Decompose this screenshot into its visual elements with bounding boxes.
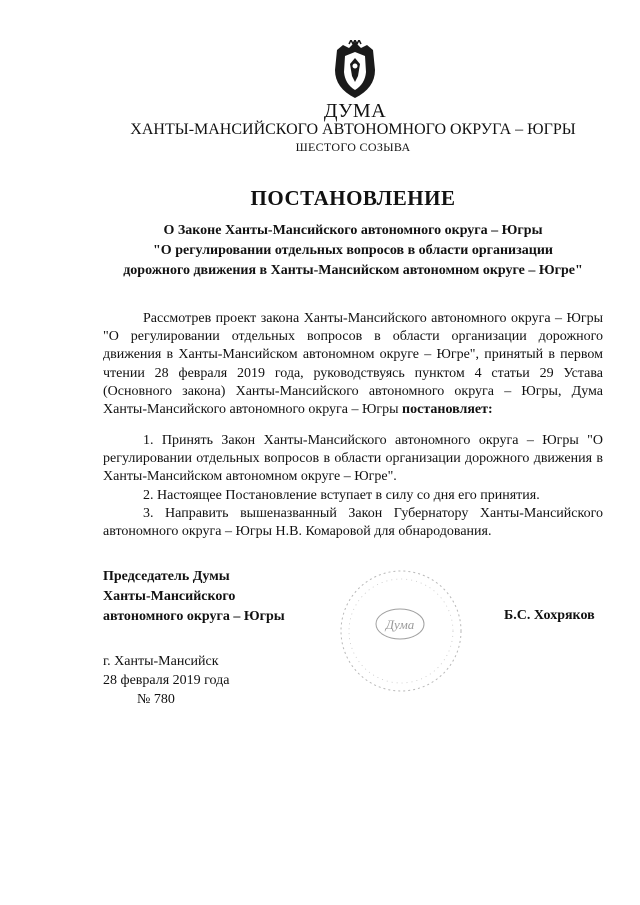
item-3: 3. Направить вышеназванный Закон Губернатору Ханты-Мансийского автономного округа – Югры Н.В. Комаровой для обнародования. [103,505,603,540]
city: г. Ханты-Мансийск [103,654,219,669]
signatory-name: Б.С. Хохряков [504,608,595,623]
decision-word: постановляет: [402,402,493,418]
resolution-items [103,432,603,541]
preamble [103,310,603,419]
date: 28 февраля 2019 года [103,673,230,688]
preamble-text: Рассмотрев проект закона Ханты-Мансийского автономного округа – Югры "О регулировании отдельных вопросов в области организации дорожного движения в Ханты-Мансийском автономном округе – Югре", принятый в первом чтении 28 февраля 2019 года, руководствуясь пунктом 4 статьи 29 Устава (Основного закона) Ханты-Мансийского автономного округа – Югры, Дума Ханты-Мансийского автономного округа – Югры [103,311,603,418]
document-subject [33,221,640,281]
position-line-1: Председатель Думы [103,569,230,584]
place-date-number [103,652,230,709]
item-1: 1. Принять Закон Ханты-Мансийского автономного округа – Югры "О регулировании отдельных вопросов в области организации дорожного движения в Ханты-Мансийском автономном округе – Югре". [103,433,603,485]
coat-of-arms-icon [331,40,379,100]
subject-line-3: дорожного движения в Ханты-Мансийском автономном округе – Югре" [123,263,583,278]
position-line-2: Ханты-Мансийского [103,589,236,604]
convocation: ШЕСТОГО СОЗЫВА [295,140,411,154]
position-line-3: автономного округа – Югры [103,609,285,624]
subject-line-2: "О регулировании отдельных вопросов в области организации [153,243,553,258]
region-name: ХАНТЫ-МАНСИЙСКОГО АВТОНОМНОГО ОКРУГА – ЮГРЫ [130,121,576,138]
subject-line-1: О Законе Ханты-Мансийского автономного округа – Югры [163,223,543,238]
document-type: ПОСТАНОВЛЕНИЕ [250,186,456,210]
doc-number: № 780 [137,692,175,707]
stamp-text: Дума [385,617,415,632]
signatory-position [103,567,285,627]
official-stamp [336,566,466,696]
org-name: ДУМА [323,100,387,122]
item-2: 2. Настоящее Постановление вступает в силу со дня его принятия. [143,487,540,503]
